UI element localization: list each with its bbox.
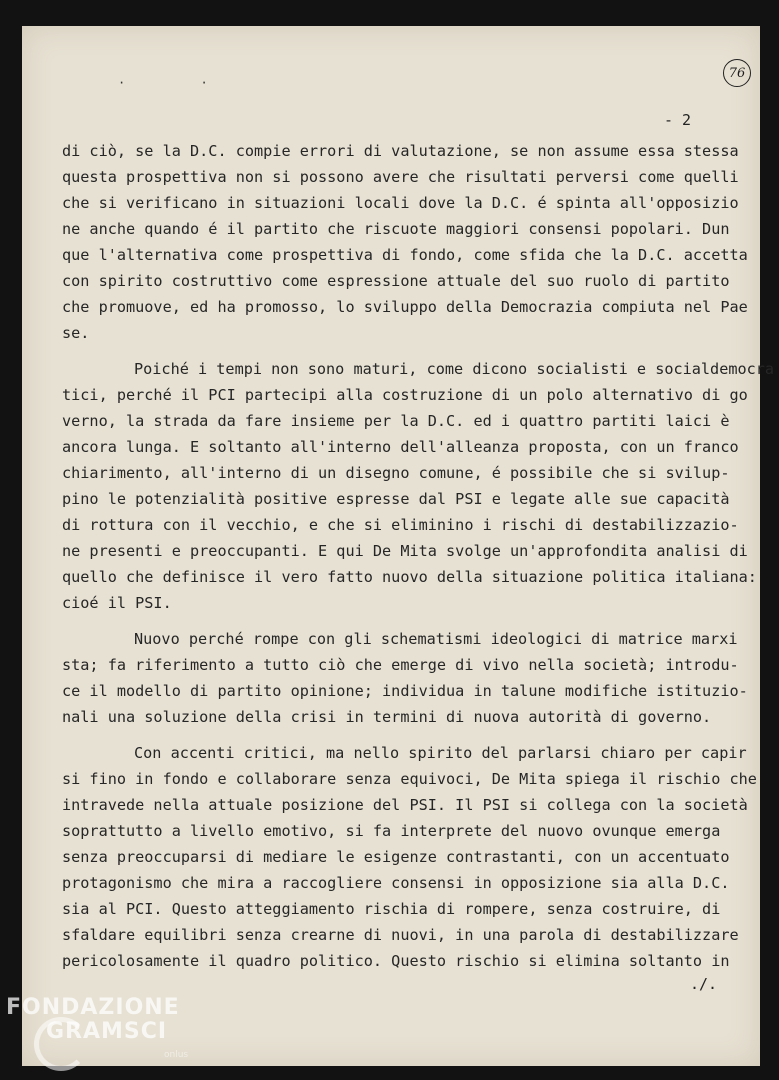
- archive-number-stamp: [723, 59, 751, 87]
- paper-specks: · ·: [118, 76, 242, 90]
- text-line: verno, la strada da fare insieme per la D.C. ed i quattro partiti laici è: [62, 412, 730, 430]
- fondazione-gramsci-watermark: [6, 995, 196, 1075]
- text-line: sfaldare equilibri senza crearne di nuovi, in una parola di destabilizzare: [62, 926, 739, 944]
- text-line: che si verificano in situazioni locali dove la D.C. é spinta all'opposizio: [62, 194, 739, 212]
- text-line: nali una soluzione della crisi in termini di nuova autorità di governo.: [62, 708, 712, 726]
- watermark-suffix: onlus: [164, 1050, 189, 1060]
- text-line: ancora lunga. E soltanto all'interno dell'alleanza proposta, con un franco: [62, 438, 739, 456]
- text-line: sia al PCI. Questo atteggiamento rischia di rompere, senza costruire, di: [62, 900, 721, 918]
- text-line: se.: [62, 324, 90, 342]
- text-line: sta; fa riferimento a tutto ciò che emerge di vivo nella società; introdu-: [62, 656, 739, 674]
- text-line: senza preoccuparsi di mediare le esigenze contrastanti, con un accentuato: [62, 848, 730, 866]
- text-line: ne presenti e preoccupanti. E qui De Mita svolge un'approfondita analisi di: [62, 542, 748, 560]
- text-line: Nuovo perché rompe con gli schematismi ideologici di matrice marxi: [134, 630, 738, 648]
- text-line: con spirito costruttivo come espressione attuale del suo ruolo di partito: [62, 272, 730, 290]
- text-line: ce il modello di partito opinione; individua in talune modifiche istituzio-: [62, 682, 748, 700]
- typewritten-body: [62, 138, 775, 974]
- text-line: Poiché i tempi non sono maturi, come dicono socialisti e socialdemocra: [134, 360, 775, 378]
- watermark-line-2: GRAMSCI: [46, 1019, 168, 1044]
- text-line: intravede nella attuale posizione del PSI. Il PSI si collega con la società: [62, 796, 748, 814]
- text-line: si fino in fondo e collaborare senza equivoci, De Mita spiega il rischio che: [62, 770, 757, 788]
- text-line: quello che definisce il vero fatto nuovo della situazione politica italiana:: [62, 568, 757, 586]
- text-line: che promuove, ed ha promosso, lo sviluppo della Democrazia compiuta nel Pae: [62, 298, 748, 316]
- page-number: - 2: [664, 111, 692, 129]
- text-line: ne anche quando é il partito che riscuote maggiori consensi popolari. Dun: [62, 220, 730, 238]
- text-line: tici, perché il PCI partecipi alla costruzione di un polo alternativo di go: [62, 386, 748, 404]
- document-page: [22, 26, 775, 1066]
- text-line: cioé il PSI.: [62, 594, 172, 612]
- text-line: protagonismo che mira a raccogliere consensi in opposizione sia alla D.C.: [62, 874, 730, 892]
- paragraph-4: [62, 740, 758, 974]
- paragraph-3: [62, 626, 758, 730]
- text-line: di ciò, se la D.C. compie errori di valutazione, se non assume essa stessa: [62, 142, 739, 160]
- watermark-line-1: FONDAZIONE: [6, 995, 180, 1020]
- text-line: pino le potenzialità positive espresse dal PSI e legate alle sue capacità: [62, 490, 730, 508]
- text-line: chiarimento, all'interno di un disegno comune, é possibile che si svilup-: [62, 464, 730, 482]
- text-line: que l'alternativa come prospettiva di fondo, come sfida che la D.C. accetta: [62, 246, 748, 264]
- paragraph-2: [62, 356, 775, 616]
- text-line: soprattutto a livello emotivo, si fa interprete del nuovo ovunque emerga: [62, 822, 721, 840]
- text-line: di rottura con il vecchio, e che si eliminino i rischi di destabilizzazio-: [62, 516, 739, 534]
- paragraph-1: [62, 138, 758, 346]
- archive-number: 76: [728, 65, 746, 81]
- text-line: pericolosamente il quadro politico. Questo rischio si elimina soltanto in: [62, 952, 730, 970]
- continuation-mark: ./.: [690, 975, 718, 993]
- text-line: Con accenti critici, ma nello spirito del parlarsi chiaro per capir: [134, 744, 747, 762]
- text-line: questa prospettiva non si possono avere che risultati perversi come quelli: [62, 168, 739, 186]
